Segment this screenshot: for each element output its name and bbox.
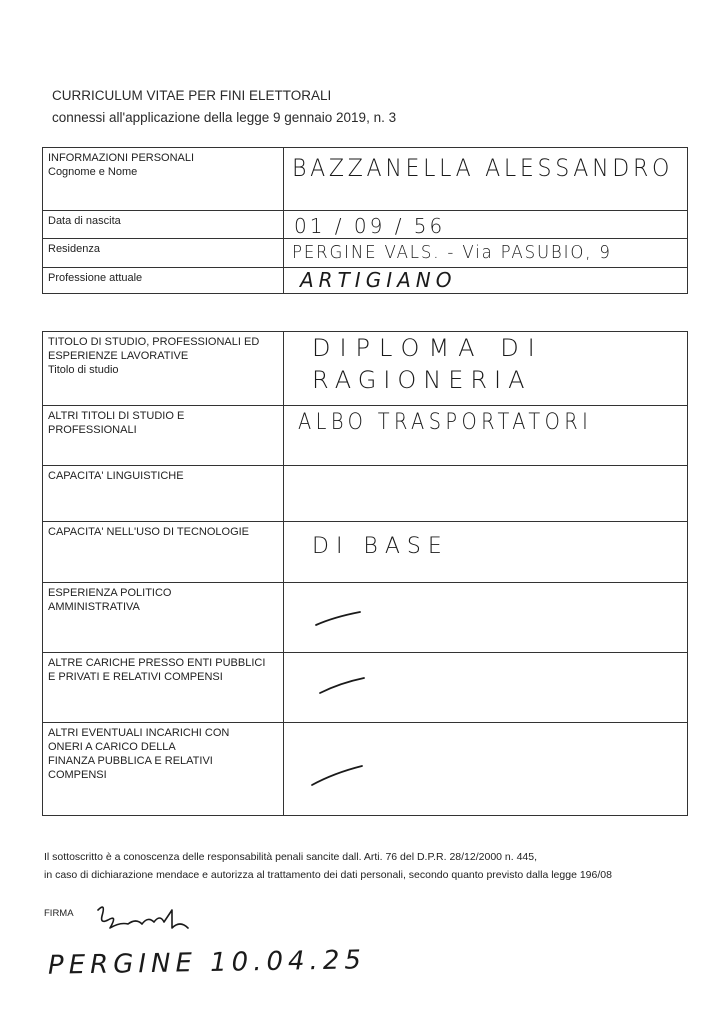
table-row [43, 583, 688, 653]
table-row [43, 239, 688, 268]
table-row [43, 148, 688, 211]
education-label-cell [43, 332, 284, 406]
section-label: ALTRE CARICHE PRESSO ENTI PUBBLICI [48, 657, 266, 669]
section-label: TITOLO DI STUDIO, PROFESSIONALI ED [48, 336, 260, 348]
handwritten-technology: DI BASE [312, 534, 449, 559]
political-value-cell [284, 583, 688, 653]
handwritten-residence: PERGINE VALS. - Via PASUBIO, 9 [292, 242, 612, 263]
table-row [43, 268, 688, 294]
name-value-cell [284, 148, 688, 211]
section-label: INFORMAZIONI PERSONALI [48, 152, 195, 164]
profession-value-cell [284, 268, 688, 294]
section-label: COMPENSI [48, 769, 107, 781]
languages-label-cell: CAPACITA' LINGUISTICHE [43, 466, 284, 522]
declaration-note: Il sottoscritto è a conoscenza delle responsabilità penali sancite dall. Arti. 76 del D.P.R. 28/12/2000 n. 445, [44, 851, 538, 863]
residence-label-cell: Residenza [43, 239, 284, 268]
table-row [43, 466, 688, 522]
education-table [42, 331, 688, 816]
handwritten-profession: ARTIGIANO [300, 268, 457, 292]
other-titles-label-cell [43, 406, 284, 466]
table-row [43, 211, 688, 239]
roles-value-cell [284, 653, 688, 723]
section-label: AMMINISTRATIVA [48, 601, 140, 613]
table-row [43, 522, 688, 583]
declaration-note: in caso di dichiarazione mendace e autorizza al trattamento dei dati personali, secondo quanto previsto dalla legge 196/08 [44, 869, 612, 881]
section-label: ONERI A CARICO DELLA [48, 741, 176, 753]
profession-label-cell: Professione attuale [43, 268, 284, 294]
technology-value-cell [284, 522, 688, 583]
table-row [43, 723, 688, 816]
section-label: ESPERIENZE LAVORATIVE [48, 350, 189, 362]
handwritten-dash-mark [310, 763, 366, 789]
field-label: Titolo di studio [48, 364, 119, 376]
handwritten-dash-mark [318, 675, 368, 697]
other-titles-value-cell [284, 406, 688, 466]
table-row [43, 406, 688, 466]
education-value-cell [284, 332, 688, 406]
handwritten-degree-line-1: DIPLOMA DI [312, 334, 544, 362]
section-label: PROFESSIONALI [48, 424, 137, 436]
section-label: E PRIVATI E RELATIVI COMPENSI [48, 671, 223, 683]
handwritten-signature [92, 898, 202, 938]
birth-label-cell: Data di nascita [43, 211, 284, 239]
table-row [43, 653, 688, 723]
table-row [43, 332, 688, 406]
field-label: Cognome e Nome [48, 166, 138, 178]
personal-info-table [42, 147, 688, 294]
handwritten-dash-mark [314, 609, 364, 629]
handwritten-place-date: PERGINE 10.04.25 [47, 945, 367, 981]
name-label-cell [43, 148, 284, 211]
signature-label: FIRMA [44, 908, 74, 919]
document-title: CURRICULUM VITAE PER FINI ELETTORALI [52, 88, 332, 103]
languages-value-cell [284, 466, 688, 522]
handwritten-birth-date: 01 / 09 / 56 [294, 214, 446, 238]
technology-label-cell: CAPACITA' NELL'USO DI TECNOLOGIE [43, 522, 284, 583]
handwritten-degree-line-2: RAGIONERIA [312, 366, 532, 394]
document-subtitle: connessi all'applicazione della legge 9 gennaio 2019, n. 3 [52, 110, 397, 125]
roles-label-cell [43, 653, 284, 723]
tasks-label-cell [43, 723, 284, 816]
section-label: ALTRI EVENTUALI INCARICHI CON [48, 727, 230, 739]
section-label: ALTRI TITOLI DI STUDIO E [48, 410, 185, 422]
handwritten-name: BAZZANELLA ALESSANDRO [292, 154, 674, 182]
birth-value-cell [284, 211, 688, 239]
handwritten-other-titles: ALBO TRASPORTATORI [298, 410, 593, 435]
section-label: ESPERIENZA POLITICO [48, 587, 172, 599]
tasks-value-cell [284, 723, 688, 816]
political-label-cell [43, 583, 284, 653]
residence-value-cell [284, 239, 688, 268]
section-label: FINANZA PUBBLICA E RELATIVI [48, 755, 213, 767]
